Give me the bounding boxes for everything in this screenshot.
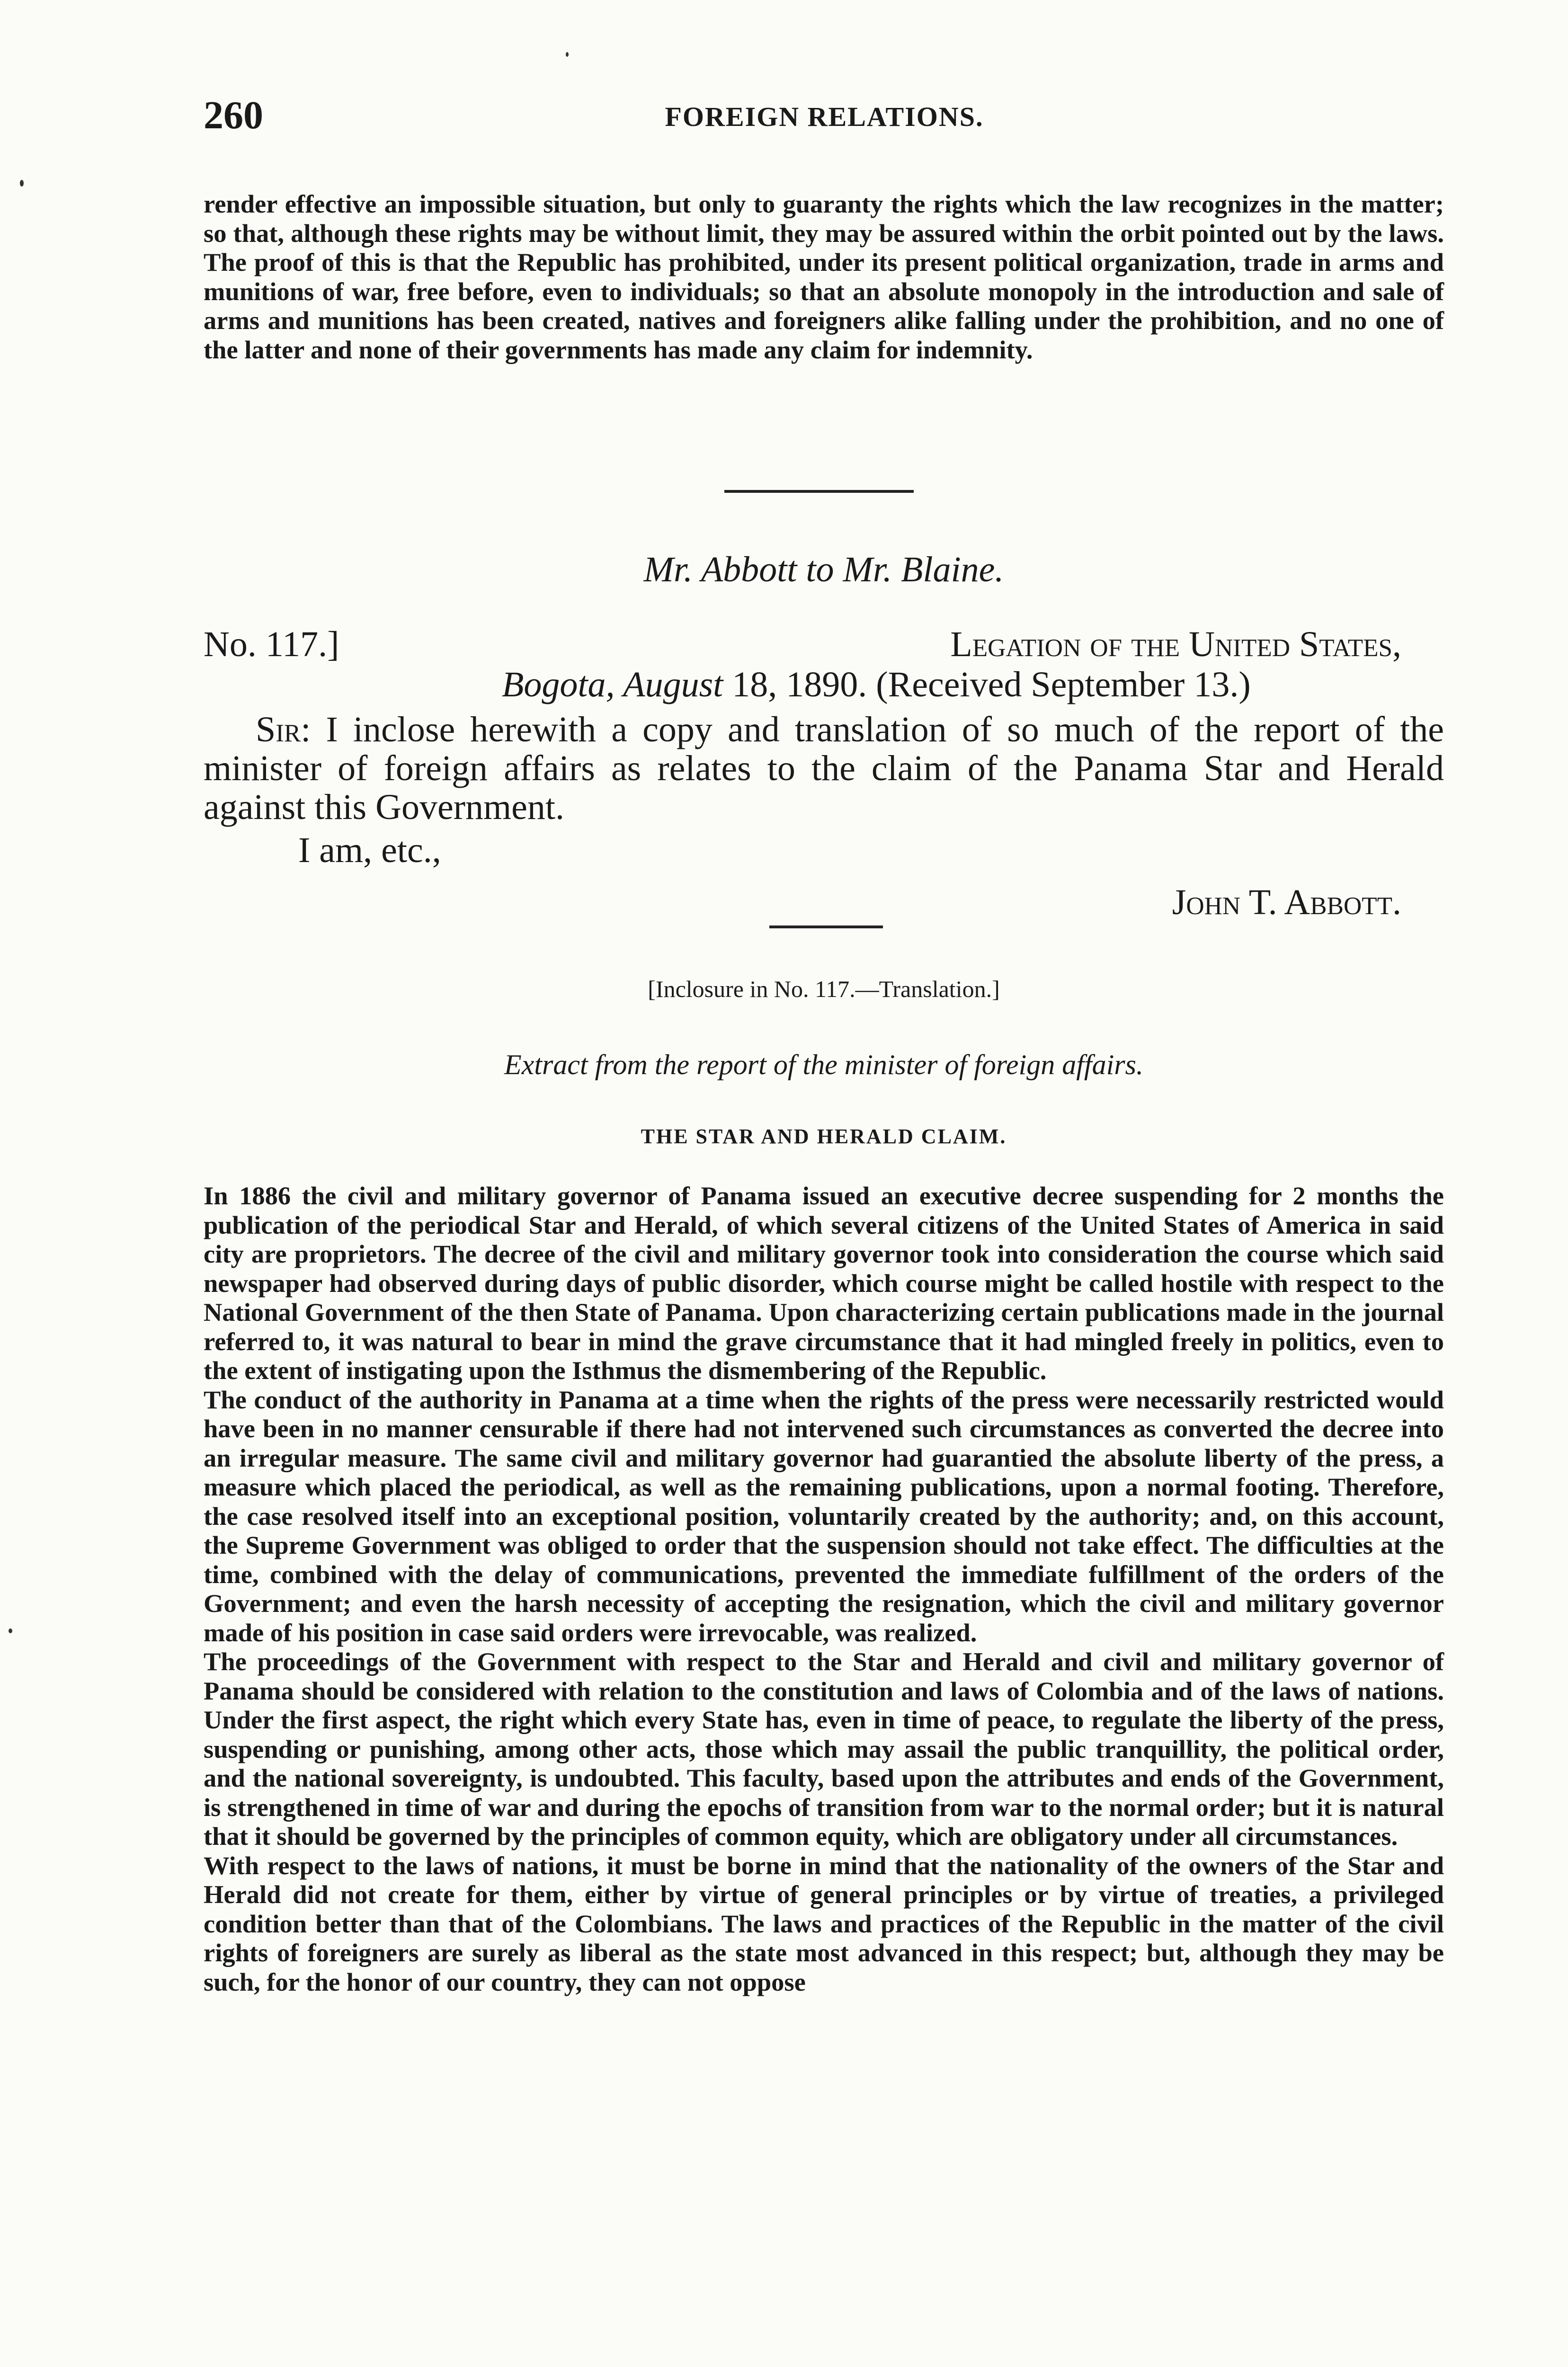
legation-line: Legation of the United States, [950, 624, 1401, 664]
running-head: FOREIGN RELATIONS. [665, 101, 984, 132]
inclosure-paragraph: The conduct of the authority in Panama at a time when the rights of the press were necessarily restricted would have been in no manner censurable if there had not intervened such circumstances as converted the decree into an irregular measure. The same civil and military governor had guarantied the absolute liberty of the press, a measure which placed the periodical, as well as the remaining publications, upon a normal footing. Therefore, the case resolved itself into an exceptional position, voluntarily created by the authority; and, on this account, the Supreme Government was obliged to order that the suspension should not take effect. The difficulties at the time, combined with the delay of communications, prevented the immediate fulfillment of the orders of the Government; and even the harsh necessity of accepting the resignation, which the civil and military governor made of his position in case said orders were irrevocable, was realized. [204, 1385, 1444, 1647]
continuation-text: render effective an impossible situation, but only to guaranty the rights which the law recognizes in the matter; so that, although these rights may be without limit, they may be assured within the orbit pointed out by the laws. The proof of this is that the Republic has prohibited, under its present political organization, trade in arms and munitions of war, free before, even to individuals; so that an absolute monopoly in the introduction and sale of arms and munitions has been created, natives and foreigners alike falling under the prohibition, and no one of the latter and none of their governments has made any claim for indemnity. [204, 189, 1444, 364]
letter-heading: Mr. Abbott to Mr. Blaine. [643, 550, 1004, 589]
section-divider [724, 490, 914, 493]
letter-dateline [204, 625, 1444, 664]
scan-mark [20, 180, 24, 187]
place-date: Bogota, August [502, 665, 723, 704]
signature [204, 883, 1444, 922]
extract-title: Extract from the report of the minister of foreign affairs. [504, 1049, 1143, 1080]
letter-body [204, 710, 1444, 827]
inclosure-paragraph: With respect to the laws of nations, it must be borne in mind that the nationality of the owners of the Star and Herald did not create for them, either by virtue of general principles or by virtue of treaties, a privileged condition better than that of the Colombians. The laws and practices of the Republic in the matter of the civil rights of foreigners are surely as liberal as the state most advanced in this respect; but, although they may be such, for the honor of our country, they can not oppose [204, 1851, 1444, 1996]
scan-mark [9, 1628, 12, 1633]
date-rest: 18, 1890. [723, 665, 867, 704]
page-header [204, 92, 1445, 144]
salutation: Sir: [256, 710, 311, 749]
inclosure-paragraph: The proceedings of the Government with respect to the Star and Herald and civil and military governor of Panama should be considered with relation to the constitution and laws of Colombia and of the laws of nations. Under the first aspect, the right which every State has, even in time of peace, to regulate the liberty of the press, suspending or punishing, among other acts, those which may assail the public tranquillity, the political order, and the national sovereignty, is undoubted. This faculty, based upon the attributes and ends of the Government, is strengthened in time of war and during the epochs of transition from war to the normal order; but it is natural that it should be governed by the principles of common equity, which are obligatory under all circumstances. [204, 1647, 1444, 1851]
signature-name: John T. Abbott. [1172, 882, 1401, 922]
letter-number: No. 117.] [204, 624, 339, 664]
inclosure-paragraph: In 1886 the civil and military governor of Panama issued an executive decree suspending for 2 months the publication of the periodical Star and Herald, of which several citizens of the United States of America in said city are proprietors. The decree of the civil and military governor took into consideration the course which said newspaper had observed during days of public disorder, which course might be called hostile with respect to the National Government of the then State of Panama. Upon characterizing certain publications made in the journal referred to, it was natural to bear in mind the grave circumstance that it had mingled freely in politics, even to the extent of instigating upon the Isthmus the dismembering of the Republic. [204, 1181, 1444, 1385]
closing: I am, etc., [298, 830, 441, 870]
inclosure-label: [Inclosure in No. 117.—Translation.] [648, 976, 1000, 1002]
letter-body-text: I inclose herewith a copy and translation of so much of the report of the minister of foreign affairs as relates to the claim of the Panama Star and Herald against this Government. [204, 710, 1444, 827]
claim-title: THE STAR AND HERALD CLAIM. [641, 1125, 1007, 1148]
letter-divider [769, 925, 883, 928]
scan-mark [566, 52, 569, 57]
page-number: 260 [204, 93, 263, 137]
received-date: (Received September 13.) [876, 665, 1251, 704]
continuation-paragraph [204, 189, 1444, 364]
inclosure-body [204, 1181, 1444, 1996]
